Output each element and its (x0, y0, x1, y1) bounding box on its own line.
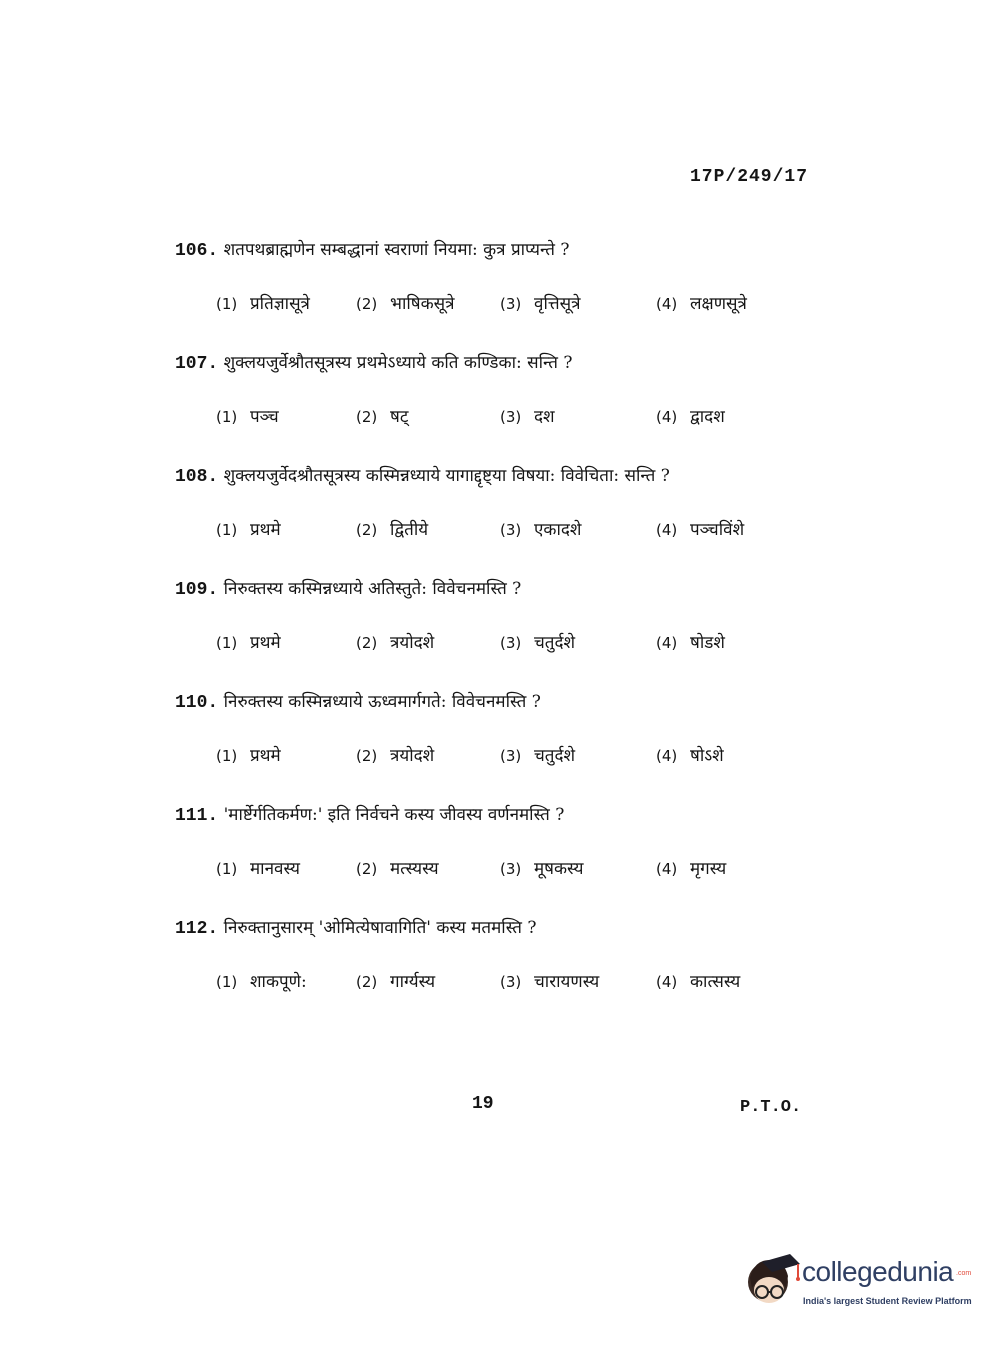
question-number: 110. (175, 693, 219, 713)
option-text: वृत्तिसूत्रे (534, 294, 581, 314)
option-1 (216, 404, 279, 427)
option-number: (4) (656, 973, 678, 991)
question-number: 107. (175, 354, 219, 374)
option-3 (500, 630, 575, 653)
option-4 (656, 517, 744, 540)
option-text: लक्षणसूत्रे (690, 294, 747, 314)
option-number: (1) (216, 860, 238, 878)
question-110 (175, 689, 825, 789)
question-line (175, 463, 670, 487)
option-1 (216, 969, 307, 992)
option-4 (656, 743, 724, 766)
option-text: मानवस्य (250, 859, 300, 879)
option-2 (356, 404, 408, 427)
option-number: (1) (216, 295, 238, 313)
option-text: गार्ग्यस्य (390, 972, 436, 992)
option-text: शाकपूणे: (250, 972, 307, 992)
option-number: (3) (500, 408, 522, 426)
question-text: निरुक्तस्य कस्मिन्नध्याये अतिस्तुते: विवेचनमस्ति ? (223, 579, 522, 599)
option-number: (3) (500, 295, 522, 313)
option-number: (2) (356, 973, 378, 991)
pto-label: P.T.O. (740, 1098, 802, 1117)
option-number: (4) (656, 860, 678, 878)
option-3 (500, 404, 555, 427)
question-number: 112. (175, 919, 219, 939)
option-3 (500, 856, 584, 879)
question-109 (175, 576, 825, 676)
option-number: (2) (356, 408, 378, 426)
option-text: प्रथमे (250, 520, 281, 540)
question-text: शुक्लयजुर्वेदश्रौतसूत्रस्य कस्मिन्नध्याये यागाद्दृष्ट्या विषया: विवेचिता: सन्ति ? (223, 466, 670, 486)
question-107 (175, 350, 825, 450)
option-1 (216, 630, 281, 653)
option-1 (216, 856, 300, 879)
option-text: भाषिकसूत्रे (390, 294, 455, 314)
option-number: (1) (216, 634, 238, 652)
option-text: त्रयोदशे (390, 746, 435, 766)
option-4 (656, 856, 726, 879)
option-2 (356, 743, 434, 766)
option-number: (3) (500, 973, 522, 991)
option-text: मत्स्यस्य (390, 859, 439, 879)
question-text: निरुक्तस्य कस्मिन्नध्याये ऊध्वमार्गगते: विवेचनमस्ति ? (223, 692, 541, 712)
option-2 (356, 856, 439, 879)
option-number: (2) (356, 860, 378, 878)
option-number: (4) (656, 634, 678, 652)
question-text: 'मार्ष्टेर्गतिकर्मण:' इति निर्वचने कस्य जीवस्य वर्णनमस्ति ? (223, 805, 565, 825)
option-text: चतुर्दशे (534, 746, 576, 766)
option-1 (216, 291, 310, 314)
option-number: (4) (656, 521, 678, 539)
collegedunia-logo (740, 1248, 970, 1318)
option-number: (3) (500, 747, 522, 765)
option-text: षट् (390, 407, 409, 427)
option-number: (4) (656, 408, 678, 426)
option-text: प्रथमे (250, 746, 281, 766)
option-text: चारायणस्य (534, 972, 600, 992)
option-number: (1) (216, 747, 238, 765)
option-3 (500, 743, 575, 766)
option-text: प्रतिज्ञासूत्रे (250, 294, 310, 314)
option-text: एकादशे (534, 520, 582, 540)
logo-tagline: India's largest Student Review Platform (803, 1296, 972, 1306)
option-2 (356, 291, 455, 314)
question-106 (175, 237, 825, 337)
option-2 (356, 969, 435, 992)
option-4 (656, 404, 725, 427)
option-text: कात्सस्य (690, 972, 741, 992)
option-2 (356, 517, 428, 540)
option-text: दश (534, 407, 555, 427)
option-text: द्वितीये (390, 520, 429, 540)
question-text: शुक्लयजुर्वेश्रौतसूत्रस्य प्रथमेऽध्याये कति कण्डिका: सन्ति ? (223, 353, 573, 373)
option-number: (2) (356, 747, 378, 765)
option-4 (656, 291, 747, 314)
option-number: (1) (216, 408, 238, 426)
question-line (175, 915, 537, 939)
page-number: 19 (472, 1094, 494, 1114)
option-1 (216, 743, 281, 766)
option-text: षोडशे (690, 633, 725, 653)
question-111 (175, 802, 825, 902)
question-text: निरुक्तानुसारम् 'ओमित्येषावागिति' कस्य मतमस्ति ? (223, 918, 537, 938)
option-3 (500, 517, 581, 540)
option-number: (4) (656, 295, 678, 313)
option-number: (1) (216, 521, 238, 539)
option-text: त्रयोदशे (390, 633, 435, 653)
question-line (175, 689, 541, 713)
option-number: (1) (216, 973, 238, 991)
question-number: 106. (175, 241, 219, 261)
question-line (175, 237, 569, 261)
question-112 (175, 915, 825, 1015)
option-text: षोऽशे (690, 746, 724, 766)
question-108 (175, 463, 825, 563)
option-text: चतुर्दशे (534, 633, 576, 653)
question-text: शतपथब्राह्मणेन सम्बद्धानां स्वराणां नियमा: कुत्र प्राप्यन्ते ? (223, 240, 570, 260)
option-text: द्वादश (690, 407, 725, 427)
option-number: (2) (356, 521, 378, 539)
logo-domain: .com (956, 1270, 972, 1277)
question-number: 111. (175, 806, 219, 826)
question-line (175, 350, 572, 374)
option-number: (2) (356, 295, 378, 313)
logo-wordmark: collegedunia (802, 1256, 954, 1287)
option-text: पञ्च (250, 407, 279, 427)
option-number: (3) (500, 521, 522, 539)
question-line (175, 802, 564, 826)
option-text: प्रथमे (250, 633, 281, 653)
option-number: (2) (356, 634, 378, 652)
option-3 (500, 969, 599, 992)
question-line (175, 576, 521, 600)
student-mascot-icon (740, 1248, 802, 1314)
option-text: मृगस्य (690, 859, 727, 879)
paper-code: 17P/249/17 (690, 167, 809, 187)
option-text: मूषकस्य (534, 859, 584, 879)
option-4 (656, 969, 740, 992)
question-number: 108. (175, 467, 219, 487)
option-text: पञ्चविंशे (690, 520, 745, 540)
option-2 (356, 630, 434, 653)
option-3 (500, 291, 580, 314)
option-number: (3) (500, 634, 522, 652)
option-number: (4) (656, 747, 678, 765)
option-4 (656, 630, 725, 653)
option-number: (3) (500, 860, 522, 878)
option-1 (216, 517, 281, 540)
question-number: 109. (175, 580, 219, 600)
